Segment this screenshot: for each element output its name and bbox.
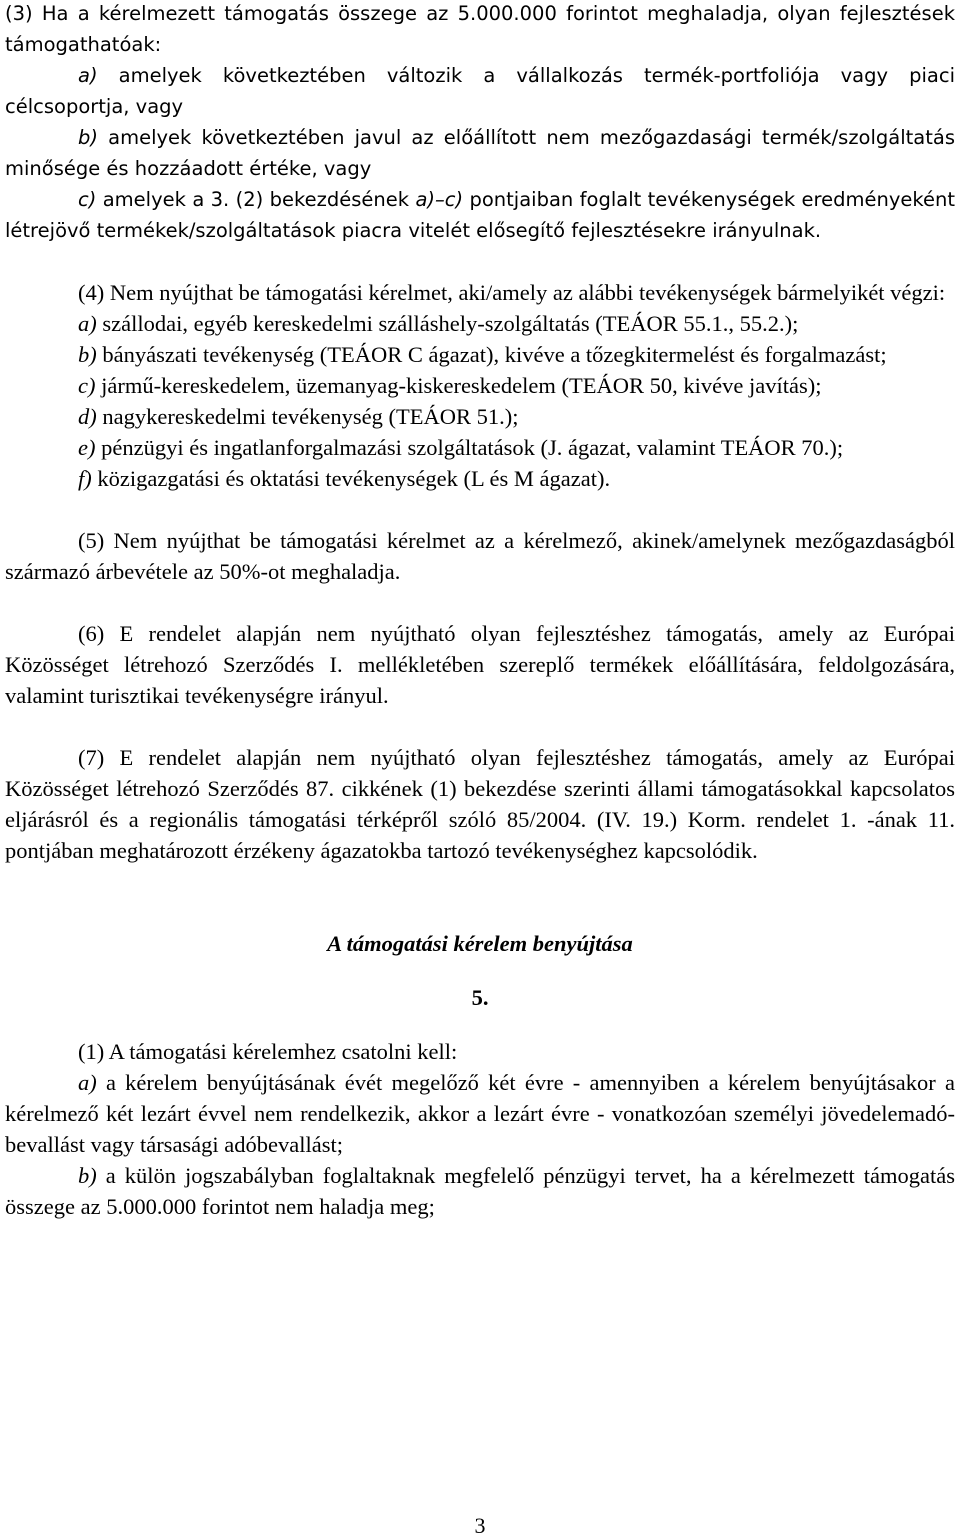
- item-label: b): [78, 342, 97, 367]
- item-text: amelyek következtében javul az előállított nem mezőgazdasági termék/szolgáltatás minősége és hozzáadott értéke, vagy: [5, 126, 955, 180]
- paragraph-5: (5) Nem nyújthat be támogatási kérelmet az a kérelmező, akinek/amelynek mezőgazdaságból származó árbevétele az 50%-ot meghaladja.: [5, 528, 955, 584]
- item-text: közigazgatási és oktatási tevékenységek (L és M ágazat).: [91, 466, 611, 491]
- paragraph-3-intro: (3) Ha a kérelmezett támogatás összege az 5.000.000 forintot meghaladja, olyan fejlesztések támogathatóak:: [5, 2, 955, 56]
- section-5-paragraph-1-item-b: [5, 1160, 955, 1222]
- item-reference: a)–c): [415, 188, 464, 211]
- item-label: e): [78, 435, 96, 460]
- item-text: szállodai, egyéb kereskedelmi szálláshely-szolgáltatás (TEÁOR 55.1., 55.2.);: [96, 311, 799, 336]
- section-heading: A támogatási kérelem benyújtása: [327, 931, 633, 956]
- item-text: a külön jogszabályban foglaltaknak megfelelő pénzügyi tervet, ha a kérelmezett támogatás összege az 5.000.000 forintot nem haladja meg;: [5, 1163, 955, 1219]
- paragraph-3-item-b: [5, 122, 955, 184]
- section-5-paragraph-1-item-a: [5, 1067, 955, 1160]
- item-label: a): [78, 311, 97, 336]
- item-text: amelyek következtében változik a vállalkozás termék-portfoliója vagy piaci célcsoportja, vagy: [5, 64, 955, 118]
- item-text: pénzügyi és ingatlanforgalmazási szolgáltatások (J. ágazat, valamint TEÁOR 70.);: [95, 435, 844, 460]
- item-text: pontjaiban foglalt tevékenységek eredményeként létrejövő termékek/szolgáltatások piacra vitelét elősegítő fejlesztésekre irányulnak.: [5, 188, 955, 242]
- item-label: c): [78, 188, 97, 211]
- paragraph-7: (7) E rendelet alapján nem nyújtható olyan fejlesztéshez támogatás, amely az Európai Közösséget létrehozó Szerződés 87. cikkének (1) bekezdése szerinti állami támogatásokkal kapcsolatos eljárásról és a regionális támogatási térképről szóló 85/2004. (IV. 19.) Korm. rendelet 1. -ának 11. pontjában meghatározott érzékeny ágazatokba tartozó tevékenységhez kapcsolódik.: [5, 745, 955, 863]
- item-text: amelyek a 3. (2) bekezdésének: [96, 188, 416, 211]
- paragraph-4-item-f: [5, 463, 955, 494]
- item-text: nagykereskedelmi tevékenység (TEÁOR 51.);: [96, 404, 519, 429]
- item-label: d): [78, 404, 97, 429]
- item-label: a): [78, 1070, 97, 1095]
- paragraph-4-item-c: [5, 370, 955, 401]
- item-label: a): [78, 64, 98, 87]
- paragraph-4-item-a: [5, 308, 955, 339]
- section-number: 5.: [471, 985, 489, 1010]
- document-page: [5, 0, 955, 1222]
- paragraph-3-item-a: [5, 60, 955, 122]
- item-text: a kérelem benyújtásának évét megelőző két évre - amennyiben a kérelem benyújtásakor a kérelmező két lezárt évvel nem rendelkezik, akkor a lezárt évre - vonatkozóan személyi jövedelemadó-bevallást vagy társasági adóbevallást;: [5, 1070, 955, 1157]
- paragraph-4-item-d: [5, 401, 955, 432]
- item-text: bányászati tevékenység (TEÁOR C ágazat), kivéve a tőzegkitermelést és forgalmazást;: [96, 342, 887, 367]
- paragraph-4-intro: (4) Nem nyújthat be támogatási kérelmet, aki/amely az alábbi tevékenységek bármelyikét végzi:: [78, 280, 946, 305]
- section-5-paragraph-1-intro: (1) A támogatási kérelemhez csatolni kell:: [78, 1039, 458, 1064]
- paragraph-6: (6) E rendelet alapján nem nyújtható olyan fejlesztéshez támogatás, amely az Európai Közösséget létrehozó Szerződés I. mellékletében szereplő termékek előállítására, feldolgozására, valamint turisztikai tevékenységre irányul.: [5, 621, 955, 708]
- item-label: b): [78, 1163, 97, 1188]
- item-label: f): [78, 466, 92, 491]
- item-label: c): [78, 373, 96, 398]
- paragraph-4-item-e: [5, 432, 955, 463]
- paragraph-3-item-c: [5, 184, 955, 246]
- paragraph-4-item-b: [5, 339, 955, 370]
- page-number: 3: [474, 1513, 486, 1538]
- item-text: jármű-kereskedelem, üzemanyag-kiskereskedelem (TEÁOR 50, kivéve javítás);: [95, 373, 822, 398]
- item-label: b): [78, 126, 98, 149]
